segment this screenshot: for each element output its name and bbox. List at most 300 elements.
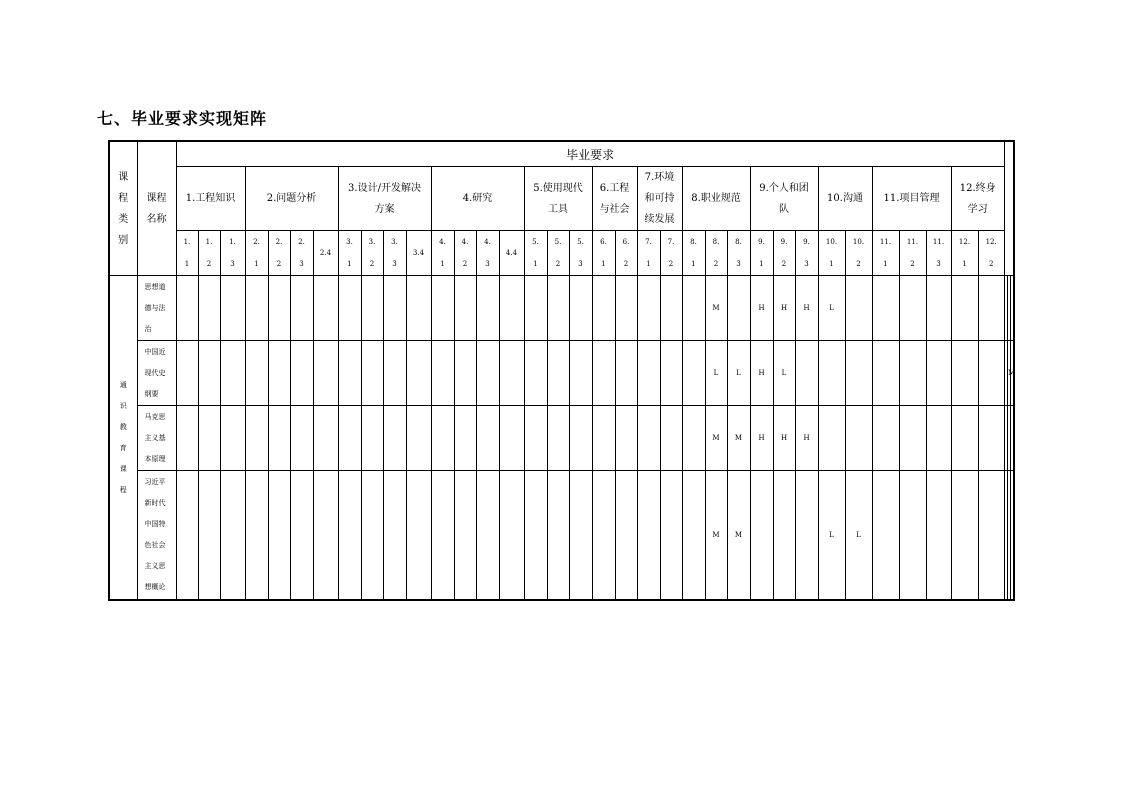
matrix-cell (454, 276, 476, 341)
matrix-cell: M (705, 406, 727, 471)
requirement-group-header (245, 167, 338, 231)
course-name-line: 习近平 (144, 478, 166, 486)
matrix-cell (547, 406, 569, 471)
matrix-cell: H (750, 406, 773, 471)
matrix-cell (383, 471, 406, 601)
sub-requirement-header (899, 231, 926, 276)
matrix-cell (476, 471, 499, 601)
course-name-line: 现代史 (144, 368, 166, 377)
matrix-cell (615, 471, 637, 601)
matrix-cell (383, 406, 406, 471)
sub-requirement-label: 3. (391, 238, 398, 246)
header-course-name-line: 名称 (146, 213, 167, 225)
sub-requirement-label: 1 (691, 260, 696, 268)
sub-requirement-label: 1 (829, 260, 834, 268)
sub-requirement-label: 3 (578, 260, 583, 268)
course-name-line: 色社会 (144, 541, 166, 549)
sub-requirement-header (176, 231, 198, 276)
sub-requirement-label: 10. (852, 238, 865, 246)
matrix-cell (750, 471, 773, 601)
sub-requirement-label: 2 (462, 260, 468, 268)
matrix-cell (872, 276, 899, 341)
sub-requirement-header (727, 231, 750, 276)
matrix-cell (926, 471, 951, 601)
sub-requirement-label: 4.4 (505, 249, 518, 257)
matrix-cell (313, 406, 338, 471)
requirement-group-label: 队 (779, 203, 789, 215)
matrix-cell (383, 276, 406, 341)
matrix-cell (361, 341, 383, 406)
matrix-cell (338, 276, 361, 341)
matrix-cell (406, 406, 431, 471)
matrix-cell (338, 471, 361, 601)
course-name (137, 471, 176, 601)
matrix-cell (454, 406, 476, 471)
sub-requirement-label: 2 (206, 260, 212, 268)
matrix-cell (290, 406, 313, 471)
requirement-group-label: 10.沟通 (827, 193, 863, 204)
sub-requirement-label: 2 (668, 260, 674, 268)
requirement-group-header (338, 167, 431, 231)
sub-requirement-header (313, 231, 338, 276)
sub-requirement-label: 1. (183, 238, 191, 246)
matrix-cell (1011, 406, 1014, 471)
sub-requirement-label: 2 (910, 260, 915, 268)
matrix-cell (476, 276, 499, 341)
matrix-cell (268, 341, 290, 406)
matrix-cell: M (727, 406, 750, 471)
header-course-name-line: 课程 (146, 192, 167, 204)
sub-requirement-header (220, 231, 245, 276)
sub-requirement-label: 2. (298, 238, 305, 246)
matrix-cell (245, 406, 268, 471)
sub-requirement-label: 2 (713, 260, 719, 268)
sub-requirement-label: 3 (936, 260, 941, 268)
matrix-cell: M (705, 471, 727, 601)
header-course-category (109, 141, 137, 276)
sub-requirement-label: 5. (532, 238, 539, 246)
page-title: 七、毕业要求实现矩阵 (97, 109, 268, 128)
matrix-cell (198, 406, 220, 471)
sub-requirement-label: 2 (781, 260, 787, 268)
matrix-cell (951, 341, 978, 406)
matrix-cell: L (727, 341, 750, 406)
matrix-cell (176, 406, 198, 471)
sub-requirement-label: 2. (275, 238, 283, 246)
matrix-cell (818, 341, 845, 406)
requirement-group-label: 2.问题分析 (266, 193, 317, 204)
sub-requirement-label: 2 (856, 260, 861, 268)
matrix-cell (245, 276, 268, 341)
matrix-cell (245, 341, 268, 406)
matrix-cell: L (818, 276, 845, 341)
sub-requirement-label: 1 (184, 260, 190, 268)
sub-requirement-label: 3. (368, 238, 376, 246)
matrix-cell (795, 341, 818, 406)
matrix-cell (176, 276, 198, 341)
sub-requirement-label: 8. (735, 238, 742, 246)
matrix-cell (454, 341, 476, 406)
matrix-cell: L (705, 341, 727, 406)
matrix-cell (290, 341, 313, 406)
matrix-cell (795, 471, 818, 601)
sub-requirement-header (978, 231, 1004, 276)
matrix-cell (499, 471, 524, 601)
sub-requirement-header (547, 231, 569, 276)
matrix-cell (660, 406, 682, 471)
matrix-cell (406, 471, 431, 601)
matrix-cell (524, 341, 547, 406)
matrix-cell (569, 471, 592, 601)
sub-requirement-header (383, 231, 406, 276)
matrix-cell (290, 471, 313, 601)
sub-requirement-label: 12. (958, 238, 971, 246)
matrix-cell (268, 276, 290, 341)
matrix-cell (547, 471, 569, 601)
sub-requirement-label: 11. (932, 238, 945, 246)
sub-requirement-label: 2 (623, 260, 629, 268)
matrix-cell (383, 341, 406, 406)
matrix-cell (476, 341, 499, 406)
matrix-cell (499, 276, 524, 341)
requirement-group-label: 12.终身 (959, 182, 996, 194)
sub-requirement-label: 1 (883, 260, 888, 268)
course-name-line: 本原理 (144, 454, 166, 463)
matrix-cell (431, 341, 454, 406)
matrix-cell: L (845, 471, 872, 601)
matrix-cell (926, 341, 951, 406)
matrix-cell (615, 276, 637, 341)
matrix-cell (899, 341, 926, 406)
requirement-group-header (592, 167, 637, 231)
matrix-cell (872, 471, 899, 601)
sub-requirement-label: 1 (533, 260, 538, 268)
matrix-cell (615, 406, 637, 471)
matrix-cell (615, 341, 637, 406)
matrix-cell (361, 276, 383, 341)
matrix-cell (682, 276, 705, 341)
sub-requirement-label: 3. (346, 238, 353, 246)
matrix-cell (872, 341, 899, 406)
matrix-cell (978, 276, 1004, 341)
course-name-line: 德与法 (144, 303, 166, 312)
sub-requirement-label: 1 (254, 260, 259, 268)
course-name (137, 276, 176, 341)
matrix-cell (592, 406, 615, 471)
matrix-cell (978, 341, 1004, 406)
requirement-group-label: 续发展 (644, 214, 675, 225)
matrix-cell (361, 406, 383, 471)
matrix-cell (198, 276, 220, 341)
matrix-cell (682, 341, 705, 406)
matrix-cell (406, 276, 431, 341)
course-name-line: 马克思 (144, 412, 166, 421)
sub-requirement-label: 11. (906, 238, 919, 246)
matrix-cell (220, 341, 245, 406)
sub-requirement-label: 1 (962, 260, 967, 268)
matrix-cell (926, 406, 951, 471)
course-name (137, 406, 176, 471)
sub-requirement-header (290, 231, 313, 276)
matrix-cell (220, 471, 245, 601)
sub-requirement-header (338, 231, 361, 276)
matrix-cell (313, 471, 338, 601)
matrix-cell (569, 276, 592, 341)
sub-requirement-label: 3 (804, 260, 809, 268)
requirement-group-header (750, 167, 818, 231)
matrix-cell (176, 471, 198, 601)
sub-requirement-header (198, 231, 220, 276)
requirement-group-label: 学习 (967, 203, 988, 215)
matrix-cell (431, 406, 454, 471)
sub-requirement-label: 6. (622, 238, 630, 246)
course-name-line: 想概论 (144, 583, 166, 591)
sub-requirement-header (268, 231, 290, 276)
matrix-cell (899, 276, 926, 341)
sub-requirement-label: 7. (645, 238, 652, 246)
sub-requirement-label: 2 (276, 260, 282, 268)
sub-requirement-label: 9. (803, 238, 810, 246)
matrix-cell (951, 276, 978, 341)
sub-requirement-header (951, 231, 978, 276)
sub-requirement-label: 8. (712, 238, 720, 246)
requirement-group-header (176, 167, 245, 231)
requirement-group-label: 6.工程 (599, 182, 630, 194)
course-category (109, 276, 137, 601)
requirement-group-header (524, 167, 592, 231)
matrix-cell (268, 471, 290, 601)
sub-requirement-header (773, 231, 795, 276)
sub-requirement-header (569, 231, 592, 276)
sub-requirement-header (845, 231, 872, 276)
sub-requirement-header (705, 231, 727, 276)
matrix-cell (1011, 276, 1014, 341)
sub-requirement-label: 3 (392, 260, 397, 268)
course-name-line: 纲要 (144, 389, 159, 398)
sub-requirement-label: 3 (485, 260, 490, 268)
course-name-line: 思想道 (144, 282, 166, 291)
sub-requirement-label: 12. (985, 238, 997, 246)
sub-requirement-label: 9. (780, 238, 788, 246)
requirement-group-header (431, 167, 524, 231)
matrix-cell (547, 341, 569, 406)
matrix-cell (818, 406, 845, 471)
course-name-line: 主义思 (144, 562, 166, 570)
matrix-cell (406, 341, 431, 406)
matrix-cell (845, 406, 872, 471)
matrix-cell (1011, 471, 1014, 601)
sub-requirement-header (592, 231, 615, 276)
matrix-cell: M (705, 276, 727, 341)
matrix-cell (524, 406, 547, 471)
sub-requirement-label: 4. (461, 238, 469, 246)
matrix-cell (338, 341, 361, 406)
sub-requirement-label: 8. (690, 238, 697, 246)
matrix-cell (268, 406, 290, 471)
sub-requirement-label: 2 (988, 260, 994, 268)
requirement-group-header (682, 167, 750, 231)
sub-requirement-label: 6. (600, 238, 607, 246)
header-category-char: 程 (118, 192, 129, 204)
matrix-cell (592, 341, 615, 406)
matrix-cell (845, 341, 872, 406)
sub-requirement-label: 3 (736, 260, 741, 268)
sub-requirement-label: 7. (667, 238, 675, 246)
sub-requirement-header (454, 231, 476, 276)
sub-requirement-label: 4. (484, 238, 491, 246)
matrix-cell (338, 406, 361, 471)
sub-requirement-header (406, 231, 431, 276)
sub-requirement-label: 11. (879, 238, 892, 246)
requirement-group-label: 11.项目管理 (883, 193, 940, 204)
sub-requirement-label: 1 (759, 260, 764, 268)
requirement-group-label: 方案 (374, 203, 395, 215)
matrix-cell (592, 276, 615, 341)
requirement-group-label: 和可持 (644, 193, 675, 204)
matrix-cell (637, 341, 660, 406)
matrix-cell (569, 341, 592, 406)
course-name-line: 中国近 (144, 347, 166, 356)
header-category-char: 类 (118, 213, 129, 225)
matrix-cell (220, 406, 245, 471)
matrix-cell (220, 276, 245, 341)
sub-requirement-label: 5. (554, 238, 562, 246)
header-category-char: 别 (118, 234, 129, 246)
sub-requirement-header (524, 231, 547, 276)
sub-requirement-label: 10. (825, 238, 838, 246)
matrix-cell: H (773, 276, 795, 341)
sub-requirement-header (872, 231, 899, 276)
matrix-cell (660, 471, 682, 601)
sub-requirement-header (615, 231, 637, 276)
sub-requirement-label: 3.4 (412, 249, 425, 257)
matrix-cell (682, 471, 705, 601)
matrix-cell: H (795, 406, 818, 471)
matrix-cell (660, 341, 682, 406)
sub-requirement-label: 1 (646, 260, 651, 268)
matrix-cell (290, 276, 313, 341)
matrix-cell (569, 406, 592, 471)
graduation-requirements-matrix (108, 140, 1015, 601)
matrix-cell (476, 406, 499, 471)
matrix-cell (245, 471, 268, 601)
sub-requirement-header (818, 231, 845, 276)
matrix-cell (899, 406, 926, 471)
requirement-group-label: 5.使用现代 (533, 182, 583, 194)
matrix-cell (951, 471, 978, 601)
sub-requirement-label: 1 (347, 260, 352, 268)
sub-requirement-label: 2 (555, 260, 561, 268)
course-name-line: 新时代 (144, 499, 166, 507)
sub-requirement-header (476, 231, 499, 276)
sub-requirement-label: 9. (758, 238, 765, 246)
requirement-group-label: 8.职业规范 (691, 193, 741, 204)
sub-requirement-header (682, 231, 705, 276)
course-name (137, 341, 176, 406)
matrix-cell (637, 471, 660, 601)
sub-requirement-header (361, 231, 383, 276)
requirement-group-label: 4.研究 (462, 193, 493, 204)
matrix-cell (547, 276, 569, 341)
requirement-group-label: 工具 (548, 203, 568, 215)
sub-requirement-header (245, 231, 268, 276)
matrix-cell (524, 276, 547, 341)
matrix-cell: H (773, 406, 795, 471)
matrix-cell (951, 406, 978, 471)
matrix-cell (727, 276, 750, 341)
matrix-cell (431, 276, 454, 341)
matrix-cell: L (818, 471, 845, 601)
course-name-line: 中国特 (144, 520, 166, 528)
sub-requirement-header (795, 231, 818, 276)
header-course-name (137, 141, 176, 276)
matrix-cell (313, 276, 338, 341)
requirement-group-header (818, 167, 872, 231)
matrix-cell (660, 276, 682, 341)
matrix-cell: M (1008, 341, 1011, 406)
requirement-group-label: 3.设计/开发解决 (348, 182, 421, 194)
sub-requirement-header (750, 231, 773, 276)
sub-requirement-label: 4. (439, 238, 446, 246)
matrix-cell (313, 341, 338, 406)
matrix-cell (899, 471, 926, 601)
matrix-cell (499, 341, 524, 406)
header-category-char: 课 (118, 171, 129, 183)
matrix-cell (176, 341, 198, 406)
sub-requirement-header (499, 231, 524, 276)
requirement-group-label: 与社会 (599, 203, 630, 215)
sub-requirement-header (926, 231, 951, 276)
matrix-cell (524, 471, 547, 601)
matrix-cell: H (795, 276, 818, 341)
sub-requirement-label: 2 (369, 260, 375, 268)
matrix-cell: L (773, 341, 795, 406)
course-name-line: 主义基 (144, 433, 166, 442)
matrix-cell (872, 406, 899, 471)
sub-requirement-label: 1. (205, 238, 213, 246)
sub-requirement-label: 3 (299, 260, 304, 268)
matrix-cell (454, 471, 476, 601)
matrix-cell (926, 276, 951, 341)
matrix-cell (978, 471, 1004, 601)
matrix-cell (637, 276, 660, 341)
sub-requirement-label: 1. (229, 238, 236, 246)
requirements-header: 毕业要求 (176, 141, 1004, 167)
matrix-cell (682, 406, 705, 471)
course-name-line: 治 (144, 324, 152, 333)
matrix-cell (499, 406, 524, 471)
sub-requirement-label: 1 (601, 260, 606, 268)
sub-requirement-label: 5. (577, 238, 584, 246)
requirement-group-header (637, 167, 682, 231)
sub-requirement-label: 2.4 (319, 249, 332, 257)
matrix-cell: H (750, 341, 773, 406)
matrix-cell: M (727, 471, 750, 601)
matrix-cell (198, 471, 220, 601)
sub-requirement-label: 3 (230, 260, 235, 268)
matrix-cell (845, 276, 872, 341)
sub-requirement-header (431, 231, 454, 276)
matrix-cell (431, 471, 454, 601)
matrix-cell (978, 406, 1004, 471)
requirement-group-label: 9.个人和团 (759, 182, 809, 194)
sub-requirement-label: 1 (440, 260, 445, 268)
matrix-cell (637, 406, 660, 471)
requirement-group-label: 1.工程知识 (185, 193, 236, 204)
requirement-group-header (872, 167, 951, 231)
course-category-label: 通识教育课程 (119, 380, 127, 494)
sub-requirement-header (660, 231, 682, 276)
